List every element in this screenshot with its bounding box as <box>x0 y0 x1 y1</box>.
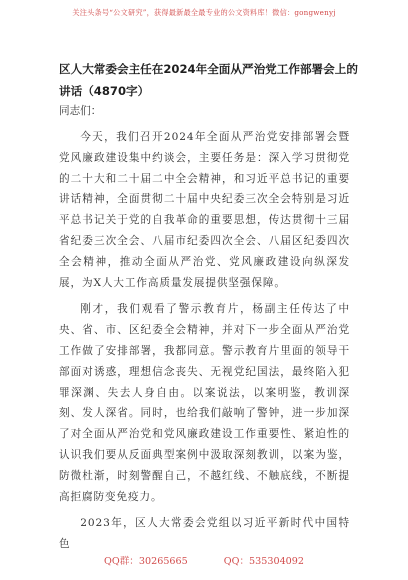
paragraph: 2023年，区人大常委会党组以习近平新时代中国特色 <box>59 517 350 551</box>
paragraph: 今天，我们召开2024年全面从严治党安排部署会暨党风廉政建设集中约谈会，主要任务是：深入学习贯彻党的二十大和二十届二中全会精神，和习近平总书记的重要讲话精神，全面贯彻二十届中央纪委三次全会特别是习近平总书记关于党的自我革命的重要思想，传达贯彻十三届省纪委三次全会、八届市纪委四次全会、八届区纪委四次全会精神，推动全面从严治党、党风廉政建设向纵深发展，为X人大工作高质量发展提供坚强保障。 <box>59 131 350 289</box>
document-title: 区人大常委会主任在2024年全面从严治党工作部署会上的讲话（4870字） <box>59 62 358 98</box>
footer-qq-group: QQ群：30265665 <box>103 556 188 567</box>
document-body <box>59 127 350 561</box>
top-banner: 关注头条号“公文研究”，获得最新最全最专业的公文资料库！微信：gongwenyj <box>72 8 336 17</box>
paragraph: 刚才，我们观看了警示教育片，杨副主任传达了中央、省、市、区纪委全会精神，并对下一步全面从严治党工作做了安排部署，我都同意。警示教育片里面的领导干部面对诱惑，理想信念丧失、无视党纪国法，最终陷入犯罪深渊、失去人身自由。以案说法，以案明鉴，教训深刻、发人深省。同时，也给我们敲响了警钟，进一步加深了对全面从严治党和党风廉政建设工作重要性、紧迫性的认识我们要从反面典型案例中汲取深刻教训，以案为鉴，防微杜渐，时刻警醒自己，不越红线、不触底线，不断提高拒腐防变免疫力。 <box>59 303 350 503</box>
footer-qq: QQ：535304092 <box>223 556 304 567</box>
salutation: 同志们： <box>59 105 102 117</box>
footer-contact <box>0 553 408 567</box>
